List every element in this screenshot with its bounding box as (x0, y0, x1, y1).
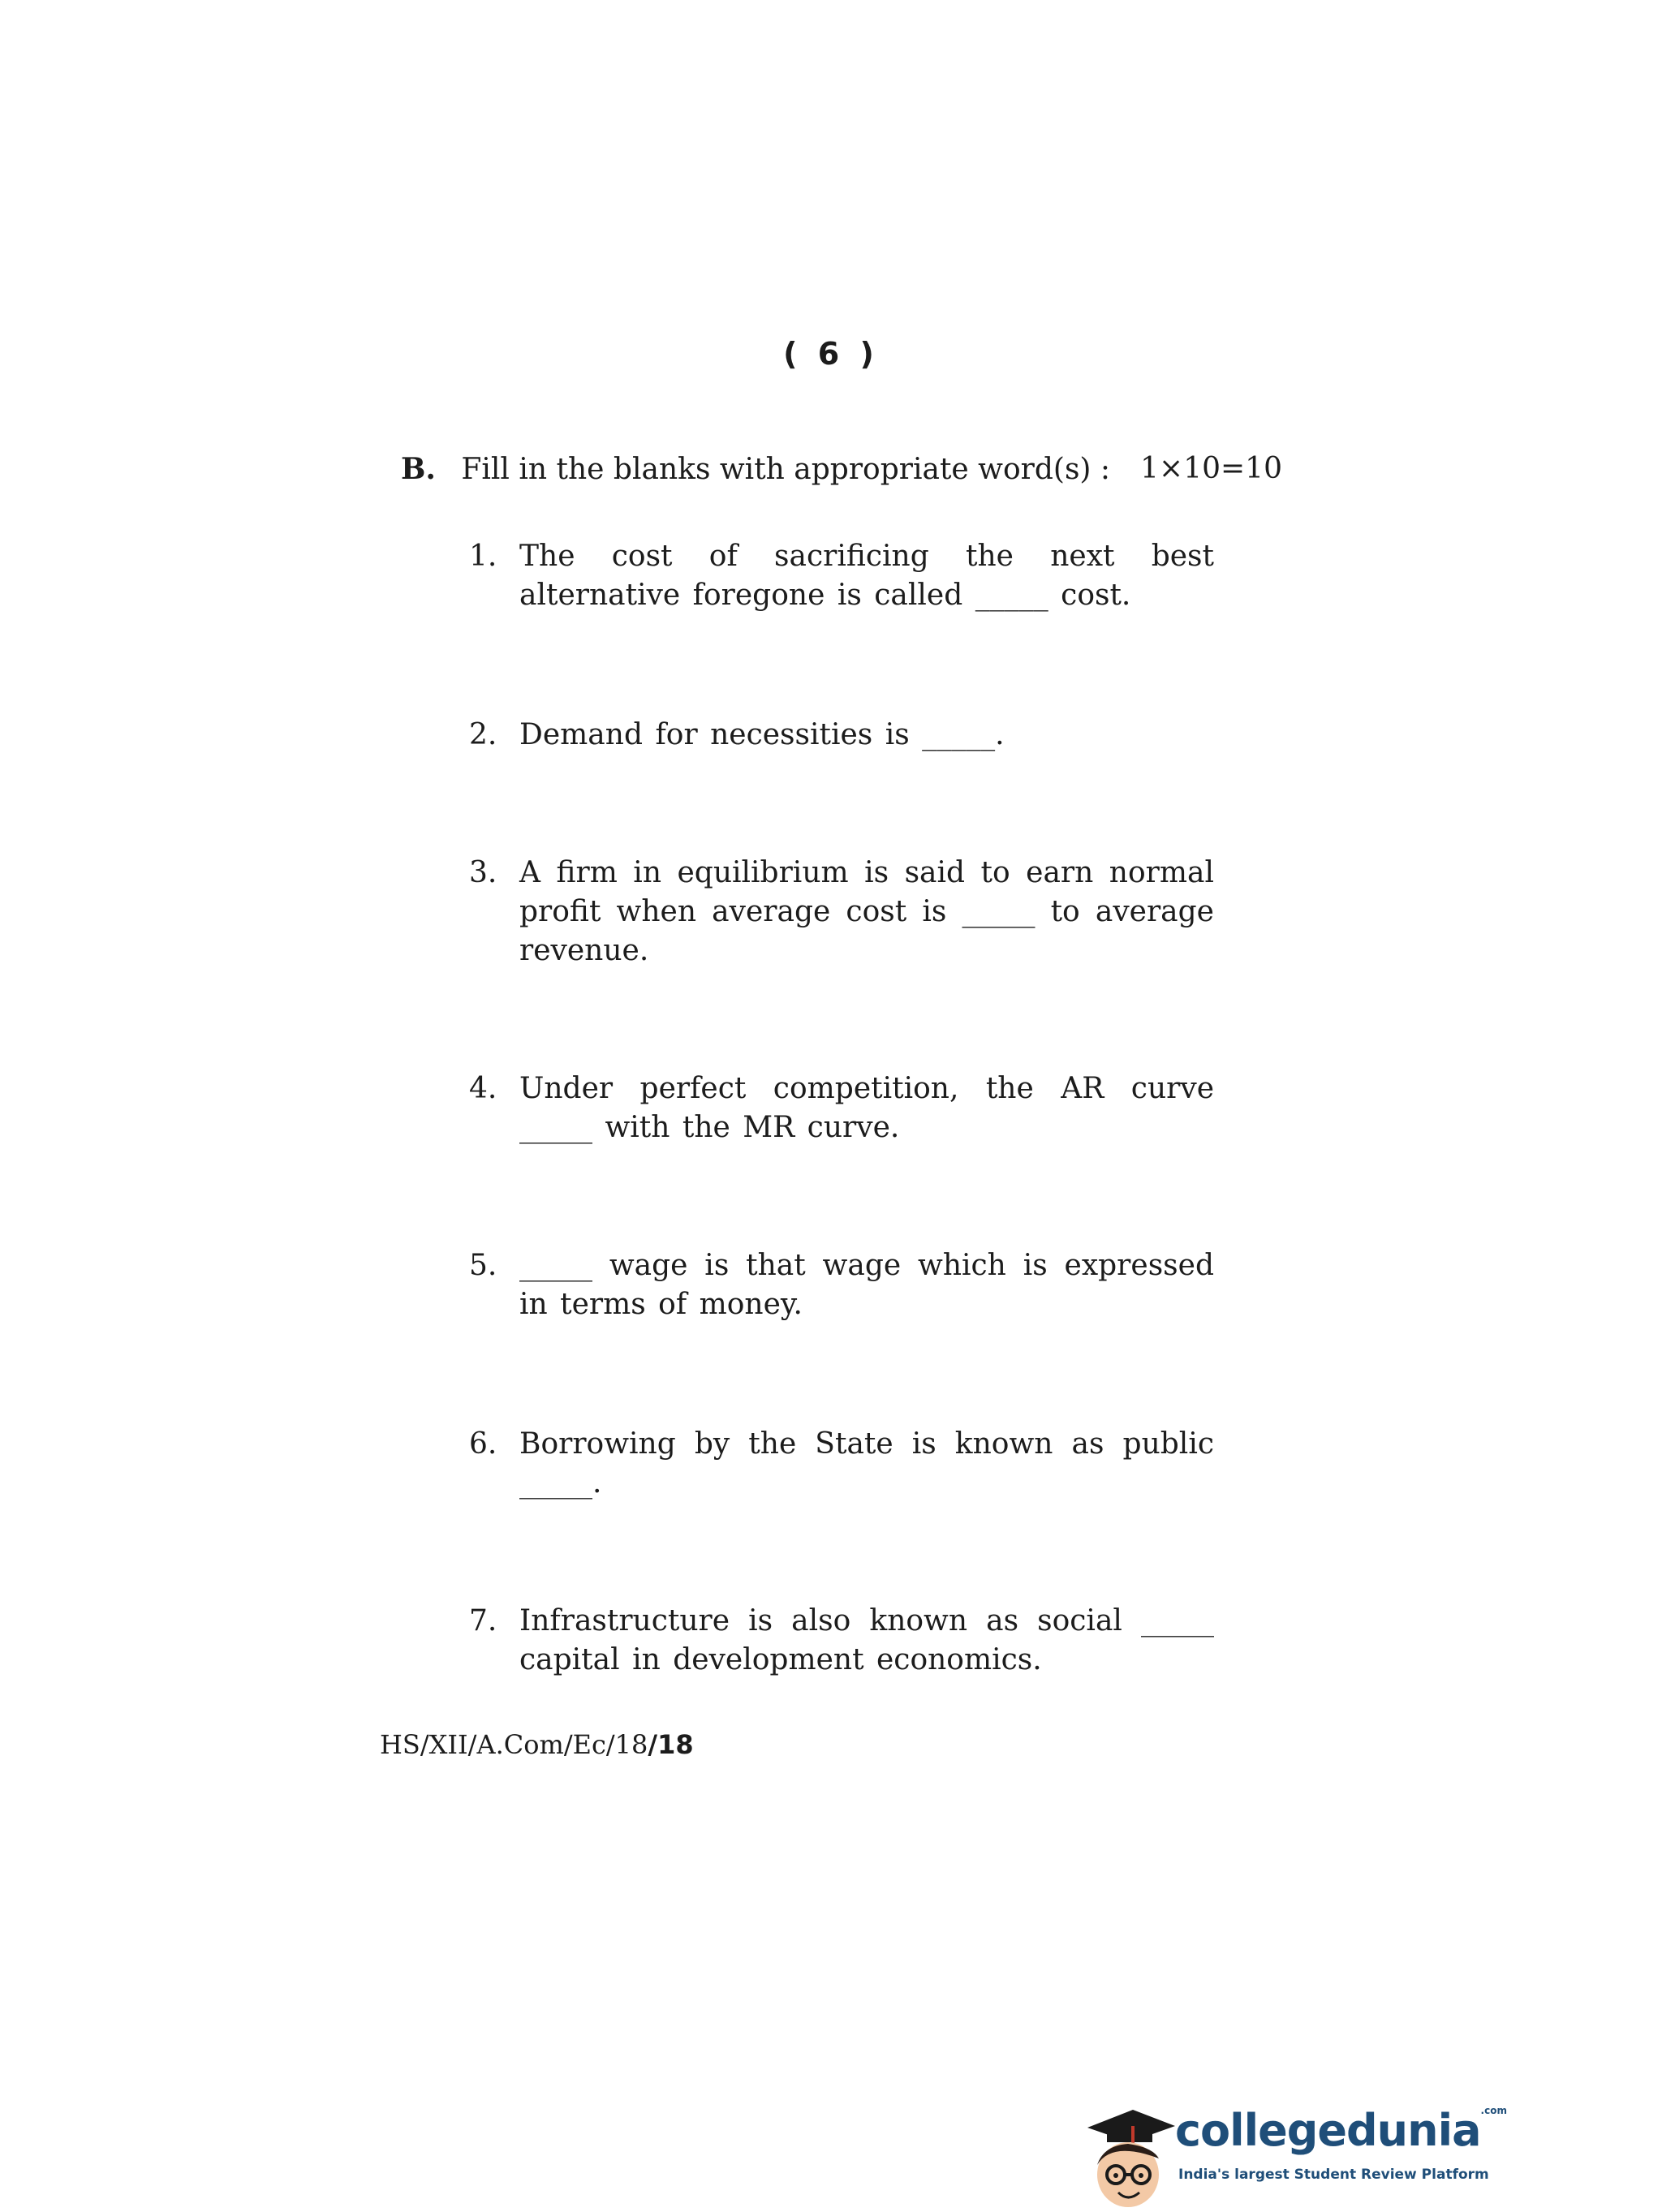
paper-code (380, 1727, 694, 1762)
question-number: 5. (469, 1249, 497, 1282)
question-item (469, 1602, 1214, 1680)
question-number: 4. (469, 1072, 497, 1105)
question-text: A firm in equilibrium is said to earn normal profit when average cost is _____ to average revenue. (519, 856, 1214, 967)
question-text: _____ wage is that wage which is expressed in terms of money. (519, 1249, 1214, 1321)
page-number: ( 6 ) (783, 336, 879, 372)
question-number: 6. (469, 1427, 497, 1461)
section-letter: B. (401, 452, 436, 486)
collegedunia-watermark (1079, 2094, 1507, 2212)
watermark-brand-suffix: .com (1480, 2105, 1507, 2116)
question-item (469, 537, 1214, 615)
question-number: 2. (469, 718, 497, 751)
section-marks: 1×10=10 (1140, 452, 1282, 485)
question-text: Infrastructure is also known as social _____ capital in development economics. (519, 1604, 1214, 1676)
question-text: Borrowing by the State is known as public _____. (519, 1427, 1214, 1500)
section-instruction: Fill in the blanks with appropriate word(s) : (461, 453, 1111, 486)
paper-code-main: HS/XII/A.Com/Ec/18 (380, 1729, 648, 1760)
question-item (469, 1425, 1214, 1503)
question-item (469, 1069, 1214, 1147)
watermark-brand: collegedunia$^{.com}$ (1175, 2105, 1507, 2156)
paper-code-suffix: /18 (648, 1729, 694, 1760)
question-item (469, 1246, 1214, 1324)
question-item (469, 854, 1214, 970)
question-text: The cost of sacrificing the next best alternative foregone is called _____ cost. (519, 540, 1214, 612)
student-mascot-icon (1079, 2094, 1175, 2212)
question-text: Under perfect competition, the AR curve _____ with the MR curve. (519, 1072, 1214, 1144)
question-number: 1. (469, 540, 497, 573)
question-number: 7. (469, 1604, 497, 1637)
question-item (469, 716, 1214, 755)
section-heading (401, 450, 1282, 489)
question-number: 3. (469, 856, 497, 889)
watermark-tagline: India's largest Student Review Platform (1178, 2167, 1489, 2183)
question-text: Demand for necessities is _____. (519, 718, 1005, 751)
